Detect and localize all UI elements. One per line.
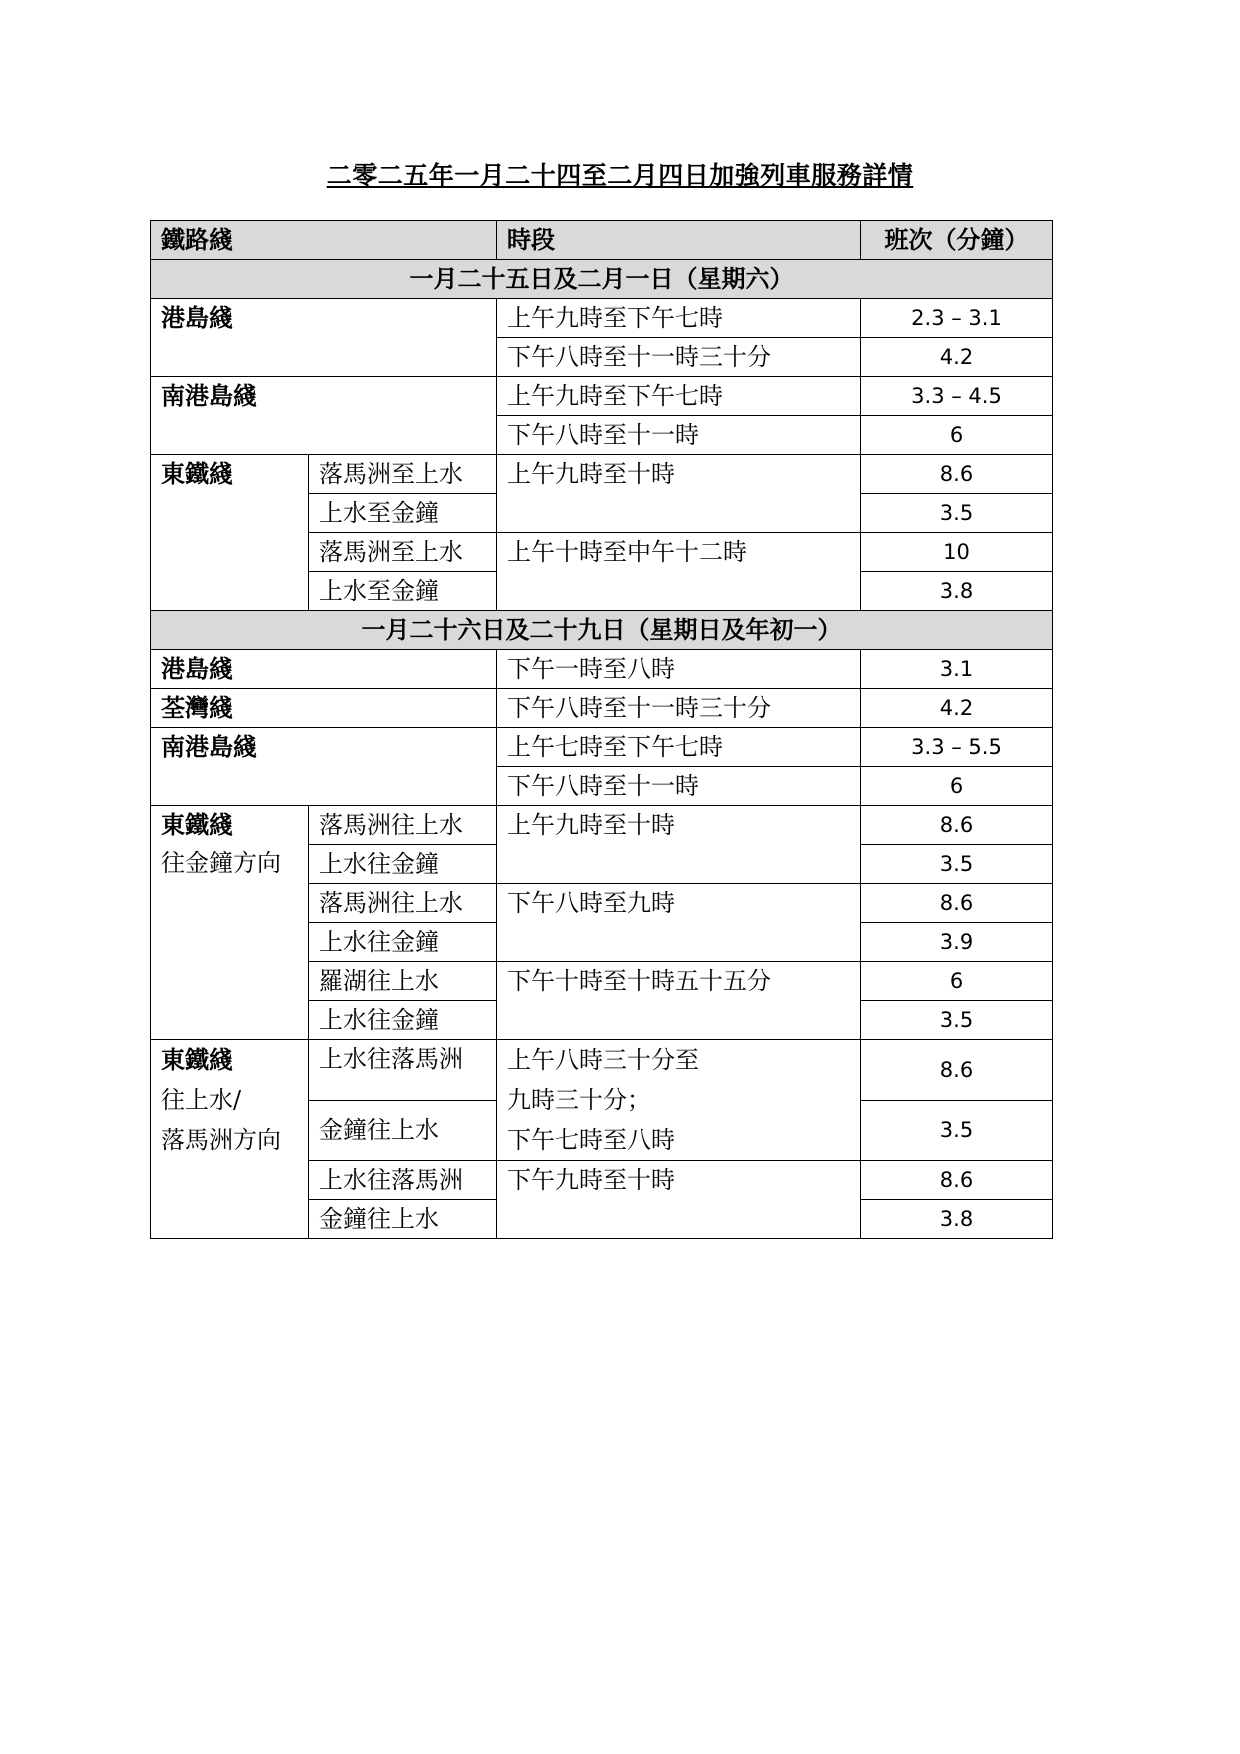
header-period: 時段 [497,221,861,260]
frequency-cell: 8.6 [861,1161,1053,1200]
frequency-cell: 8.6 [861,455,1053,494]
table-row [151,728,1053,767]
table-row [151,299,1053,338]
section-heading: 一月二十五日及二月一日（星期六） [151,260,1053,299]
train-schedule-table [150,220,1053,1239]
period-line: 上午八時三十分至 [507,1046,699,1074]
period-cell: 上午九時至十時 [497,455,861,533]
segment-cell: 上水至金鐘 [309,494,497,533]
frequency-cell: 3.5 [861,494,1053,533]
line-name-with-direction [151,1040,309,1239]
table-header-row [151,221,1053,260]
table-row [151,806,1053,845]
line-name: 南港島綫 [151,377,497,455]
segment-cell: 上水往金鐘 [309,845,497,884]
frequency-cell: 4.2 [861,338,1053,377]
segment-cell: 上水往落馬洲 [309,1040,497,1101]
frequency-cell: 3.1 [861,650,1053,689]
frequency-cell: 8.6 [861,1040,1053,1101]
segment-cell: 落馬洲至上水 [309,533,497,572]
period-cell: 上午九時至下午七時 [497,377,861,416]
table-row [151,650,1053,689]
table-row [151,455,1053,494]
period-cell: 下午八時至十一時 [497,767,861,806]
period-cell: 下午八時至十一時三十分 [497,338,861,377]
frequency-cell: 6 [861,416,1053,455]
segment-cell: 上水往落馬洲 [309,1161,497,1200]
frequency-cell: 3.9 [861,923,1053,962]
segment-cell: 落馬洲至上水 [309,455,497,494]
period-cell: 上午十時至中午十二時 [497,533,861,611]
section-heading: 一月二十六日及二十九日（星期日及年初一） [151,611,1053,650]
table-row [151,689,1053,728]
frequency-cell: 3.3 – 5.5 [861,728,1053,767]
line-name: 港島綫 [151,299,497,377]
table-row [151,377,1053,416]
section-heading-row [151,260,1053,299]
frequency-cell: 8.6 [861,884,1053,923]
segment-cell: 上水往金鐘 [309,923,497,962]
frequency-cell: 3.3 – 4.5 [861,377,1053,416]
header-frequency: 班次（分鐘） [861,221,1053,260]
section-heading-row [151,611,1053,650]
segment-cell: 上水往金鐘 [309,1001,497,1040]
line-name: 東鐵綫 [161,810,233,839]
line-name-with-direction [151,806,309,1040]
document-title: 二零二五年一月二十四至二月四日加強列車服務詳情 [326,161,914,190]
direction-label: 往上水/ [161,1086,242,1114]
period-cell: 上午九時至十時 [497,806,861,884]
period-cell: 下午八時至十一時三十分 [497,689,861,728]
frequency-cell: 6 [861,767,1053,806]
frequency-cell: 2.3 – 3.1 [861,299,1053,338]
frequency-cell: 8.6 [861,806,1053,845]
period-cell [497,1040,861,1161]
direction-label: 往金鐘方向 [161,849,281,877]
period-cell: 下午八時至十一時 [497,416,861,455]
frequency-cell: 3.5 [861,1001,1053,1040]
direction-label: 落馬洲方向 [161,1126,281,1154]
period-cell: 下午八時至九時 [497,884,861,962]
segment-cell: 上水至金鐘 [309,572,497,611]
line-name: 東鐵綫 [151,455,309,611]
line-name: 荃灣綫 [151,689,497,728]
frequency-cell: 3.5 [861,1100,1053,1161]
line-name: 南港島綫 [151,728,497,806]
segment-cell: 金鐘往上水 [309,1200,497,1239]
period-cell: 下午十時至十時五十五分 [497,962,861,1040]
header-line: 鐵路綫 [151,221,497,260]
table-row [151,1040,1053,1101]
line-name: 港島綫 [151,650,497,689]
frequency-cell: 3.5 [861,845,1053,884]
frequency-cell: 3.8 [861,1200,1053,1239]
period-line: 九時三十分； [507,1086,651,1114]
frequency-cell: 6 [861,962,1053,1001]
frequency-cell: 10 [861,533,1053,572]
frequency-cell: 4.2 [861,689,1053,728]
segment-cell: 落馬洲往上水 [309,806,497,845]
segment-cell: 羅湖往上水 [309,962,497,1001]
frequency-cell: 3.8 [861,572,1053,611]
period-cell: 下午一時至八時 [497,650,861,689]
period-cell: 上午九時至下午七時 [497,299,861,338]
period-cell: 上午七時至下午七時 [497,728,861,767]
line-name: 東鐵綫 [161,1045,233,1074]
period-cell: 下午九時至十時 [497,1161,861,1239]
period-line: 下午七時至八時 [507,1126,675,1154]
segment-cell: 落馬洲往上水 [309,884,497,923]
segment-cell: 金鐘往上水 [309,1100,497,1161]
